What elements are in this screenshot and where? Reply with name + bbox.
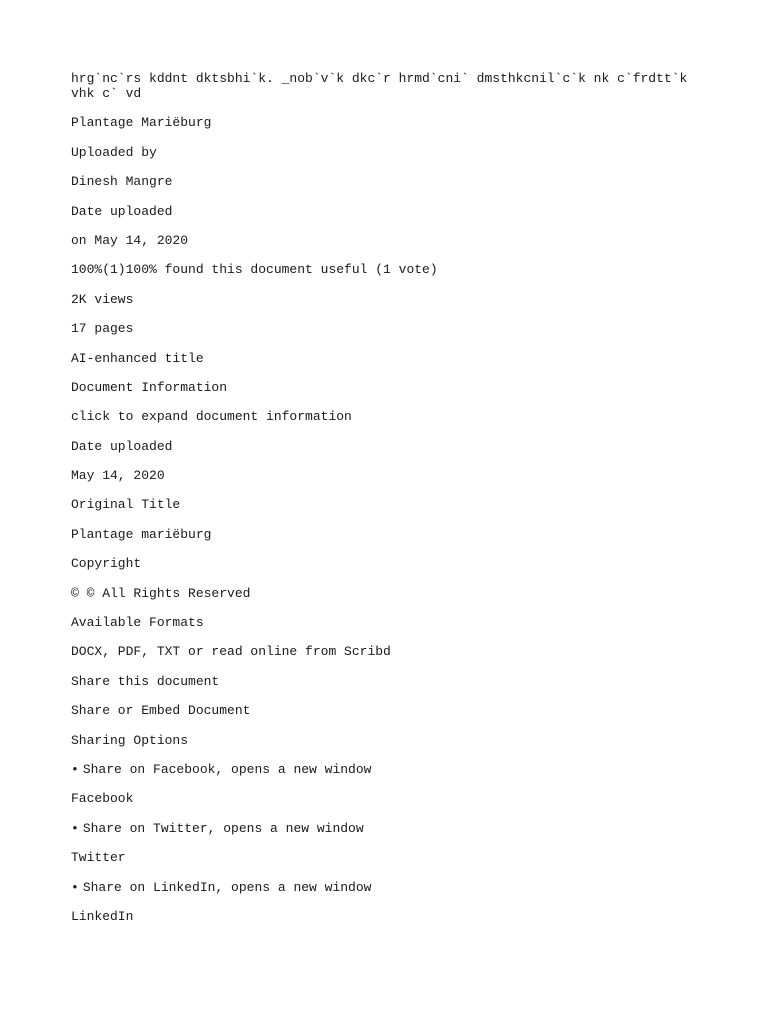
date-uploaded-value: on May 14, 2020 — [71, 232, 189, 248]
uploader-name[interactable] — [71, 175, 711, 190]
date-uploaded-label: Date uploaded — [71, 203, 173, 219]
bullet: • — [71, 820, 79, 836]
twitter-label: Twitter — [71, 850, 126, 866]
ai-title-label: AI-enhanced title — [71, 350, 204, 366]
share-this-document-button[interactable]: Share this document — [71, 673, 220, 689]
facebook-label: Facebook — [71, 791, 134, 807]
share-linkedin-label[interactable]: Share on LinkedIn, opens a new window — [82, 879, 372, 895]
document-page — [71, 72, 711, 939]
share-twitter-link[interactable] — [71, 822, 711, 837]
info-date-uploaded-value: May 14, 2020 — [71, 468, 165, 484]
available-formats-label: Available Formats — [71, 615, 204, 631]
copyright-label: Copyright — [71, 556, 142, 572]
sharing-options-label: Sharing Options — [71, 732, 189, 748]
page-count: 17 pages — [71, 321, 134, 337]
uploaded-by-label: Uploaded by — [71, 144, 157, 160]
useful-rating: 100%(1)100% found this document useful (1 vote) — [71, 262, 438, 278]
linkedin-label: LinkedIn — [71, 908, 134, 924]
copyright-value: © © All Rights Reserved — [71, 585, 251, 601]
expand-document-information-button[interactable]: click to expand document information — [71, 409, 352, 425]
document-information-label: Document Information — [71, 379, 228, 395]
bullet: • — [71, 879, 79, 895]
share-or-embed-button[interactable]: Share or Embed Document — [71, 703, 251, 719]
share-linkedin-link[interactable] — [71, 881, 711, 896]
header-text: hrg`nc`rs kddnt dktsbhi`k. _nob`v`k dkc`r hrmd`cni` dmsthkcnil`c`k nk c`frdtt`k vhk c` vd — [71, 71, 696, 101]
original-title-value: Plantage mariëburg — [71, 526, 212, 542]
available-formats-value: DOCX, PDF, TXT or read online from Scribd — [71, 644, 391, 660]
bullet: • — [71, 761, 79, 777]
share-twitter-label[interactable]: Share on Twitter, opens a new window — [82, 820, 364, 836]
document-title: Plantage Mariëburg — [71, 115, 212, 131]
share-facebook-label[interactable]: Share on Facebook, opens a new window — [82, 761, 372, 777]
original-title-label: Original Title — [71, 497, 181, 513]
view-count: 2K views — [71, 291, 134, 307]
uploader-link[interactable]: Dinesh Mangre — [71, 174, 173, 190]
info-date-uploaded-label: Date uploaded — [71, 438, 173, 454]
share-facebook-link[interactable] — [71, 763, 711, 778]
